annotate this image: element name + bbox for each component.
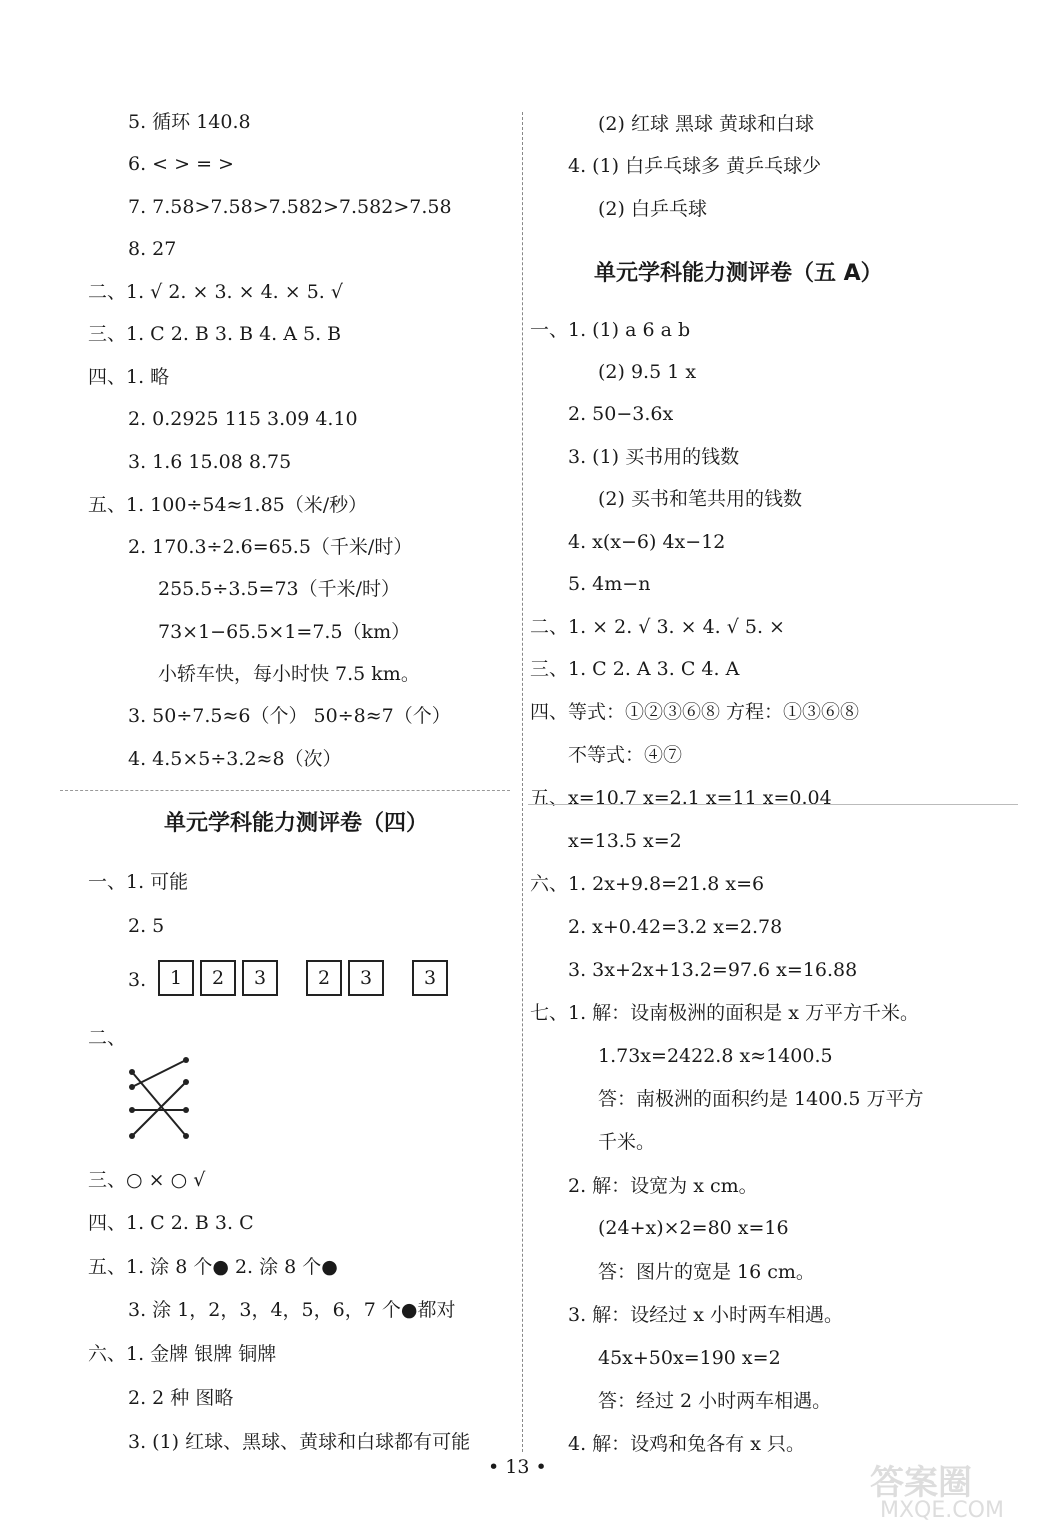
answer-line: 五、1. 涂 8 个● 2. 涂 8 个● (88, 1256, 338, 1278)
answer-line: 3. 1.6 15.08 8.75 (128, 451, 292, 473)
answer-line: 五、1. 100÷54≈1.85（米/秒） (88, 494, 368, 516)
answer-line: 二、 (88, 1027, 127, 1049)
answer-line: 六、1. 金牌 银牌 铜牌 (88, 1343, 277, 1365)
answer-line: 二、1. √ 2. × 3. × 4. × 5. √ (88, 281, 343, 303)
answer-line: 2. 170.3÷2.6=65.5（千米/时） (128, 536, 413, 558)
section-heading: 单元学科能力测评卷（四） (164, 811, 429, 836)
answer-line: (24+x)×2=80 x=16 (598, 1217, 789, 1239)
answer-line: 5. 4m−n (568, 573, 651, 595)
answer-line: 3. 3x+2x+13.2=97.6 x=16.88 (568, 959, 858, 981)
answer-line: 1.73x=2422.8 x≈1400.5 (598, 1045, 833, 1067)
answer-line: (2) 买书和笔共用的钱数 (598, 488, 802, 510)
answer-line: 2. 5 (128, 915, 165, 937)
answer-line: 6. < > = > (128, 153, 234, 175)
number-cards-group-1 (158, 960, 284, 996)
answer-line: 4. 4.5×5÷3.2≈8（次） (128, 748, 342, 770)
answer-line: 三、1. C 2. B 3. B 4. A 5. B (88, 323, 342, 345)
number-card: 3 (242, 960, 278, 996)
answer-line: (2) 白乒乓球 (598, 198, 707, 220)
answer-line: (2) 9.5 1 x (598, 361, 697, 383)
answer-line: 3. 50÷7.5≈6（个） 50÷8≈7（个） (128, 705, 451, 727)
answer-line: 5. 循环 140.8 (128, 111, 251, 133)
answer-line: 2. x+0.42=3.2 x=2.78 (568, 916, 783, 938)
answer-line: 三、1. C 2. A 3. C 4. A (530, 658, 740, 680)
section-heading: 单元学科能力测评卷（五 A） (594, 261, 883, 286)
answer-line: 4. (1) 白乒乓球多 黄乒乓球少 (568, 155, 822, 177)
answer-line: 三、○ × ○ √ (88, 1169, 206, 1191)
answer-line: 45x+50x=190 x=2 (598, 1347, 781, 1369)
answer-line: 3. (1) 红球、黑球、黄球和白球都有可能 (128, 1431, 471, 1453)
number-cards-group-3 (412, 960, 454, 996)
line-divider (528, 804, 1018, 805)
answer-line: 2. 解：设宽为 x cm。 (568, 1175, 758, 1197)
answer-line: 73×1−65.5×1=7.5（km） (158, 621, 411, 643)
answer-line: 2. 50−3.6x (568, 403, 674, 425)
answer-line: 3. (128, 969, 147, 991)
number-card: 3 (412, 960, 448, 996)
answer-line: 一、1. 可能 (88, 871, 189, 893)
answer-line: 2. 2 种 图略 (128, 1387, 234, 1409)
answer-line: 4. x(x−6) 4x−12 (568, 531, 726, 553)
answer-line: 7. 7.58>7.58>7.582>7.582>7.58 (128, 196, 452, 218)
answer-line: 8. 27 (128, 238, 177, 260)
answer-line: 一、1. (1) a 6 a b (530, 319, 691, 341)
number-card: 3 (348, 960, 384, 996)
answer-line: 255.5÷3.5=73（千米/时） (158, 578, 401, 600)
column-divider (522, 112, 523, 1452)
number-card: 1 (158, 960, 194, 996)
answer-line: 答：南极洲的面积约是 1400.5 万平方 (598, 1088, 924, 1110)
answer-line: 2. 0.2925 115 3.09 4.10 (128, 408, 358, 430)
answer-line: 四、1. 略 (88, 366, 170, 388)
answer-line: 四、1. C 2. B 3. C (88, 1212, 254, 1234)
section-divider (60, 790, 510, 791)
answer-line: (2) 红球 黑球 黄球和白球 (598, 113, 815, 135)
answer-line: 四、等式：①②③⑥⑧ 方程：①③⑥⑧ (530, 701, 860, 723)
answer-line: 六、1. 2x+9.8=21.8 x=6 (530, 873, 765, 895)
number-card: 2 (200, 960, 236, 996)
watermark-logo: 答案圈 (870, 1463, 972, 1503)
answer-line: 不等式：④⑦ (568, 744, 683, 766)
answer-line: 答：图片的宽是 16 cm。 (598, 1261, 815, 1283)
number-card: 2 (306, 960, 342, 996)
number-cards-group-2 (306, 960, 390, 996)
answer-line: 3. 解：设经过 x 小时两车相遇。 (568, 1304, 843, 1326)
answer-line: 千米。 (598, 1131, 656, 1153)
answer-line: 3. 涂 1，2，3，4，5，6，7 个●都对 (128, 1299, 456, 1321)
answer-line: x=13.5 x=2 (568, 830, 682, 852)
matching-lines-diagram (124, 1052, 194, 1142)
answer-line: 3. (1) 买书用的钱数 (568, 446, 740, 468)
answer-line: 答：经过 2 小时两车相遇。 (598, 1390, 832, 1412)
answer-line: 七、1. 解：设南极洲的面积是 x 万平方千米。 (530, 1002, 919, 1024)
watermark-url: MXQE.COM (880, 1498, 1004, 1523)
answer-line: 五、x=10.7 x=2.1 x=11 x=0.04 (530, 787, 832, 809)
answer-line: 4. 解：设鸡和兔各有 x 只。 (568, 1433, 805, 1455)
answer-line: 二、1. × 2. √ 3. × 4. √ 5. × (530, 616, 785, 638)
answer-line: 小轿车快，每小时快 7.5 km。 (158, 663, 420, 685)
page-number: • 13 • (488, 1456, 547, 1478)
